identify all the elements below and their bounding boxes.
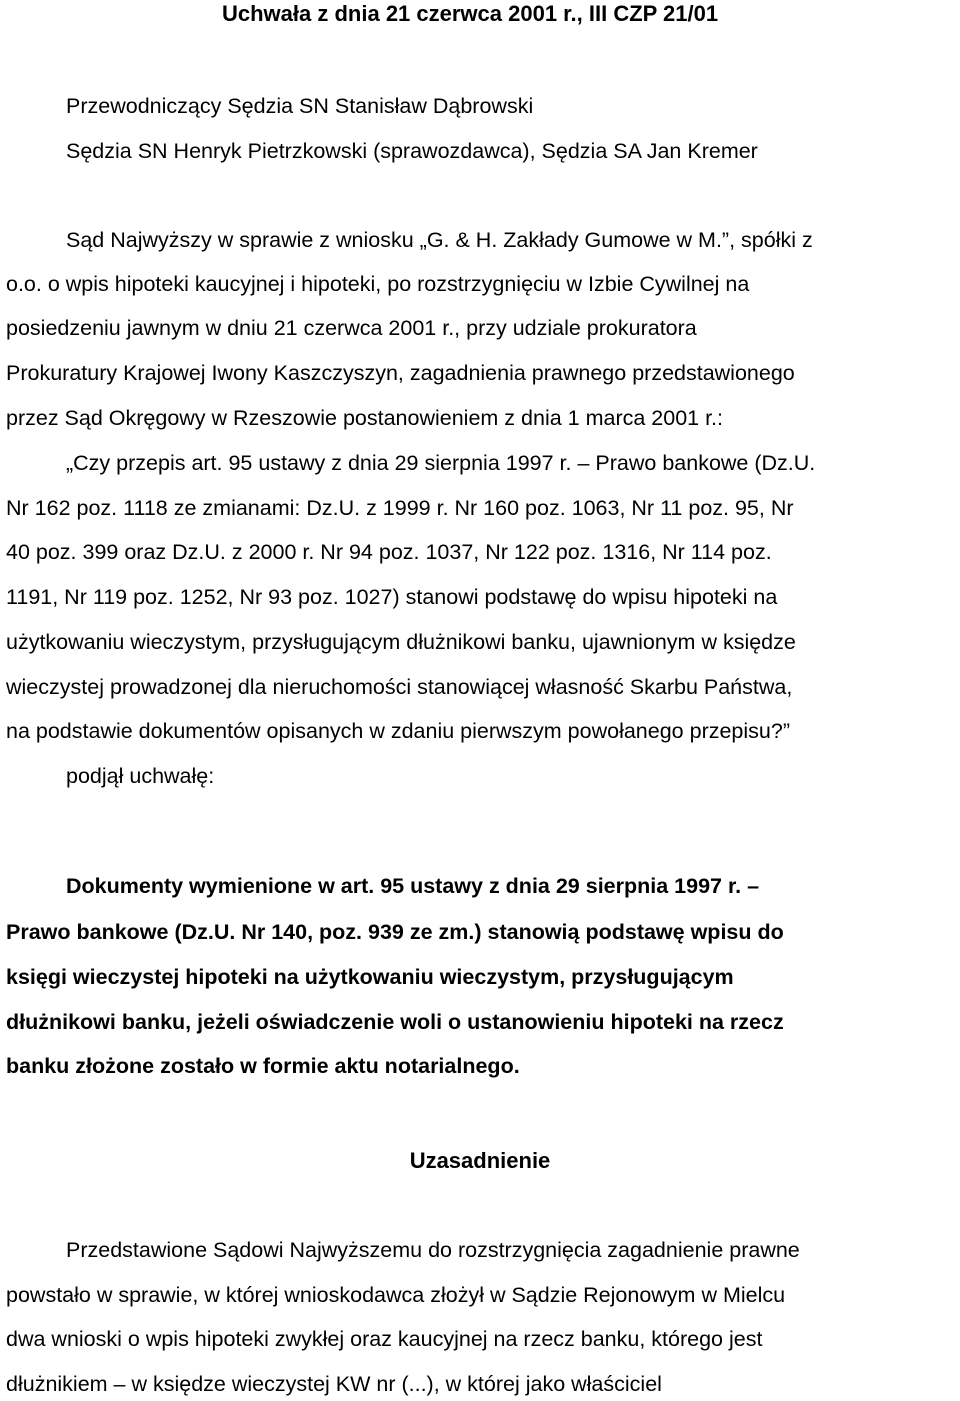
resolution-line-4: dłużnikowi banku, jeżeli oświadczenie woli o ustanowieniu hipoteki na rzecz <box>6 1010 784 1034</box>
intro-line-2: o.o. o wpis hipoteki kaucyjnej i hipoteki, po rozstrzygnięciu w Izbie Cywilnej na <box>6 272 750 296</box>
resolution-line-5: banku złożone zostało w formie aktu notarialnego. <box>6 1054 520 1078</box>
composition-line-1: Przewodniczący Sędzia SN Stanisław Dąbrowski <box>66 94 534 118</box>
question-line-4: 1191, Nr 119 poz. 1252, Nr 93 poz. 1027) stanowi podstawę do wpisu hipoteki na <box>6 585 778 609</box>
question-line-5: użytkowaniu wieczystym, przysługującym dłużnikowi banku, ujawnionym w księdze <box>6 630 796 654</box>
question-line-1: „Czy przepis art. 95 ustawy z dnia 29 sierpnia 1997 r. – Prawo bankowe (Dz.U. <box>66 451 816 475</box>
question-line-3: 40 poz. 399 oraz Dz.U. z 2000 r. Nr 94 poz. 1037, Nr 122 poz. 1316, Nr 114 poz. <box>6 540 772 564</box>
justification-line-1: Przedstawione Sądowi Najwyższemu do rozstrzygnięcia zagadnienie prawne <box>66 1238 800 1262</box>
question-line-7: na podstawie dokumentów opisanych w zdaniu pierwszym powołanego przepisu?” <box>6 719 790 743</box>
intro-line-4: Prokuratury Krajowej Iwony Kaszczyszyn, zagadnienia prawnego przedstawionego <box>6 361 795 385</box>
intro-line-3: posiedzeniu jawnym w dniu 21 czerwca 2001 r., przy udziale prokuratora <box>6 316 697 340</box>
justification-line-2: powstało w sprawie, w której wnioskodawca złożył w Sądzie Rejonowym w Mielcu <box>6 1283 786 1307</box>
intro-line-1: Sąd Najwyższy w sprawie z wniosku „G. & H. Zakłady Gumowe w M.”, spółki z <box>66 228 813 252</box>
document-title: Uchwała z dnia 21 czerwca 2001 r., III CZP 21/01 <box>222 1 719 26</box>
resolution-line-3: księgi wieczystej hipoteki na użytkowaniu wieczystym, przysługującym <box>6 965 734 989</box>
justification-line-3: dwa wnioski o wpis hipoteki zwykłej oraz kaucyjnej na rzecz banku, którego jest <box>6 1327 763 1351</box>
question-line-6: wieczystej prowadzonej dla nieruchomości stanowiącej własność Skarbu Państwa, <box>6 675 793 699</box>
justification-title: Uzasadnienie <box>409 1148 551 1173</box>
resolution-line-1: Dokumenty wymienione w art. 95 ustawy z dnia 29 sierpnia 1997 r. – <box>66 874 760 898</box>
justification-line-4: dłużnikiem – w księdze wieczystej KW nr (...), w której jako właściciel <box>6 1372 662 1396</box>
question-line-2: Nr 162 poz. 1118 ze zmianami: Dz.U. z 1999 r. Nr 160 poz. 1063, Nr 11 poz. 95, Nr <box>6 496 794 520</box>
resolution-line-2: Prawo bankowe (Dz.U. Nr 140, poz. 939 ze zm.) stanowią podstawę wpisu do <box>6 920 784 944</box>
composition-line-2: Sędzia SN Henryk Pietrzkowski (sprawozdawca), Sędzia SA Jan Kremer <box>66 139 758 163</box>
intro-line-5: przez Sąd Okręgowy w Rzeszowie postanowieniem z dnia 1 marca 2001 r.: <box>6 406 724 430</box>
resolution-intro: podjął uchwałę: <box>66 764 215 788</box>
